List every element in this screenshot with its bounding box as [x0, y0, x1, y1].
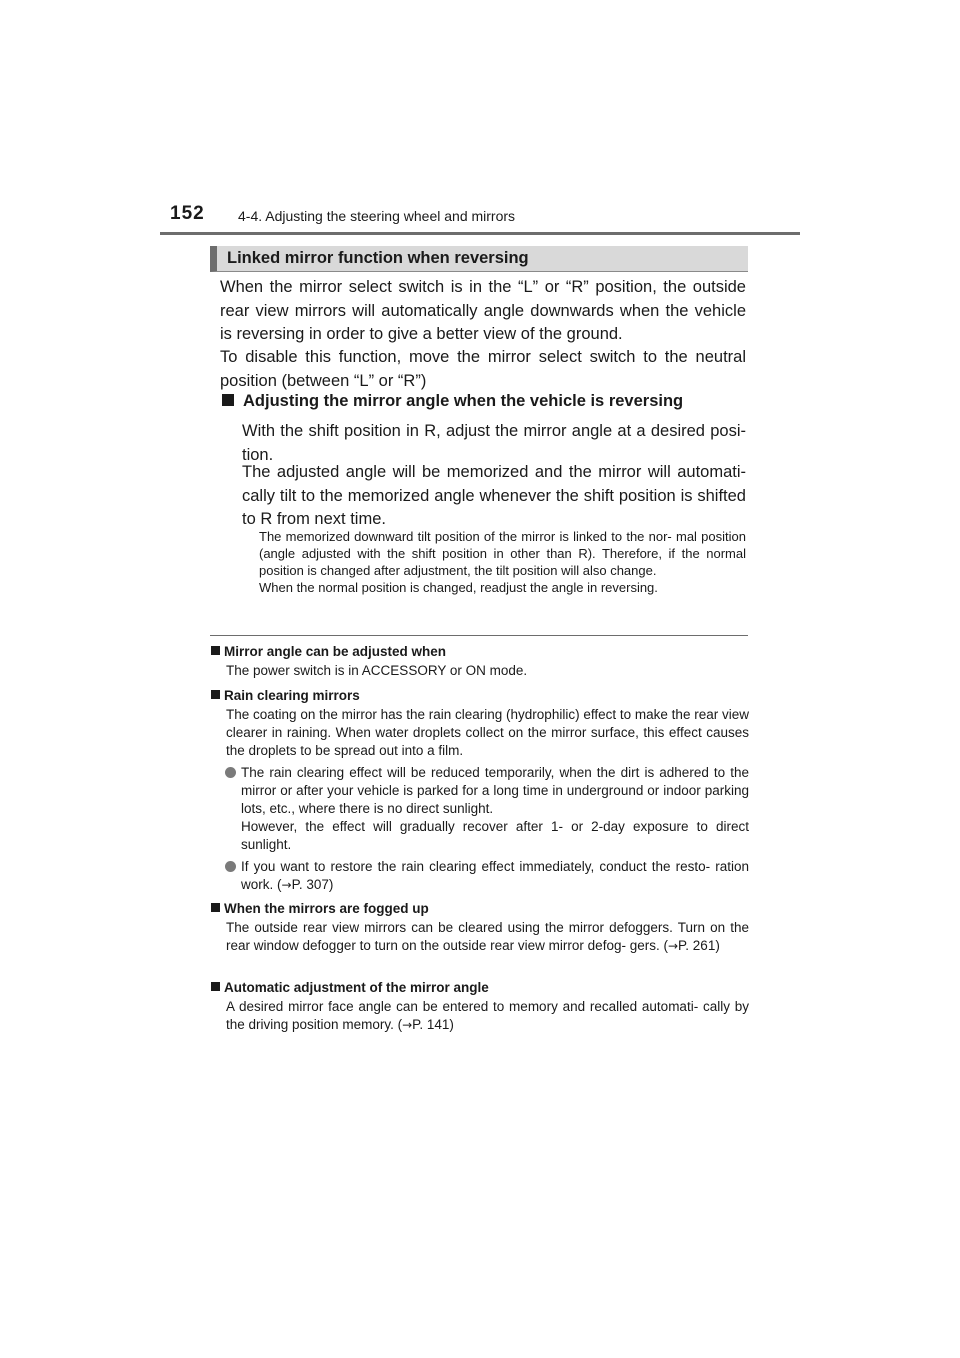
note-text-a: The memorized downward tilt position of the mirror is linked to the nor- — [259, 529, 672, 544]
note-body: The power switch is in ACCESSORY or ON mode. — [226, 663, 528, 678]
subsection-body-1 — [242, 420, 746, 467]
note-fogged-mirrors — [211, 900, 749, 955]
subsection-body-1-b: tion. — [242, 445, 274, 464]
note-body-text: The outside rear view mirrors can be cleared using the mirror defoggers. Turn on the rear window defogger to turn on the outside rear view mirror defog- gers. ( — [226, 920, 749, 953]
note-body: The coating on the mirror has the rain clearing (hydrophilic) effect to make the rear view clearer in raining. When water droplets collect on the mirror surface, this effect causes the droplets to be spread out into a film. — [226, 707, 749, 758]
square-bullet-icon — [211, 646, 220, 655]
square-bullet-icon — [211, 690, 220, 699]
page-reference-link[interactable]: P. 141) — [412, 1017, 454, 1032]
note-heading: When the mirrors are fogged up — [224, 901, 429, 916]
intro-paragraph: When the mirror select switch is in the “L” or “R” position, the outside rear view mirrors will automatically angle downwards when the vehicle is reversing in order to give a better view of the ground. — [220, 278, 746, 343]
page-header — [0, 0, 960, 240]
memorized-tilt-note — [259, 528, 746, 596]
circle-bullet-icon — [225, 767, 236, 778]
note-body-text: A desired mirror face angle can be entered to memory and recalled automati- cally by the driving position memory. ( — [226, 999, 749, 1032]
note-heading: Rain clearing mirrors — [224, 688, 360, 703]
subsection-heading — [222, 392, 683, 411]
header-divider — [160, 232, 800, 235]
square-bullet-icon — [211, 982, 220, 991]
list-item — [211, 858, 749, 894]
bullet-text: However, the effect will gradually recover after 1- or 2-day exposure to direct sunlight. — [241, 819, 749, 852]
notes-divider — [210, 635, 748, 636]
square-bullet-icon — [211, 903, 220, 912]
note-body — [211, 998, 749, 1034]
note-body — [211, 919, 749, 955]
note-rain-clearing — [211, 687, 749, 894]
bullet-text: The rain clearing effect will be reduced temporarily, when the dirt is adhered to the mirror or after your vehicle is parked for a long time in underground or indoor parking lots, etc., where there is no direct sunlight. — [241, 765, 749, 816]
arrow-icon: → — [667, 939, 679, 953]
subsection-body-1-a: With the shift position in R, adjust the mirror angle at a desired posi- — [242, 422, 746, 440]
square-bullet-icon — [222, 394, 234, 406]
note-text-b: mal position (angle adjusted with the shift position in other than R). Therefore, if the normal position is changed after adjustment, the tilt position will also change. — [259, 529, 746, 578]
bullet-text: If you want to restore the rain clearing effect immediately, conduct the resto- ration work. ( — [241, 859, 749, 892]
section-heading-bar — [210, 246, 748, 272]
page-reference-link[interactable]: P. 307) — [291, 877, 334, 892]
page-reference-link[interactable]: P. 261) — [678, 938, 720, 953]
page-number: 152 — [170, 203, 205, 224]
note-heading: Mirror angle can be adjusted when — [224, 644, 447, 659]
circle-bullet-icon — [225, 861, 236, 872]
note-automatic-adjustment — [211, 979, 749, 1034]
subsection-body-2-b: cally tilt to the memorized angle whenever the shift position is shifted to R from next time. — [242, 486, 746, 528]
disable-paragraph: To disable this function, move the mirror select switch to the neutral position (between “L” or “R”) — [220, 348, 746, 390]
list-item — [211, 764, 749, 854]
note-mirror-angle — [211, 643, 749, 680]
section-heading: Linked mirror function when reversing — [227, 249, 529, 267]
subsection-body-2 — [242, 461, 746, 532]
arrow-icon: → — [402, 1018, 413, 1032]
note-heading: Automatic adjustment of the mirror angle — [224, 980, 489, 995]
arrow-icon: → — [281, 878, 292, 892]
note-text-c: When the normal position is changed, readjust the angle in reversing. — [259, 580, 658, 595]
section-title: 4-4. Adjusting the steering wheel and mirrors — [238, 208, 516, 224]
subsection-heading-text: Adjusting the mirror angle when the vehicle is reversing — [243, 392, 684, 410]
subsection-body-2-a: The adjusted angle will be memorized and the mirror will automati- — [242, 463, 746, 481]
